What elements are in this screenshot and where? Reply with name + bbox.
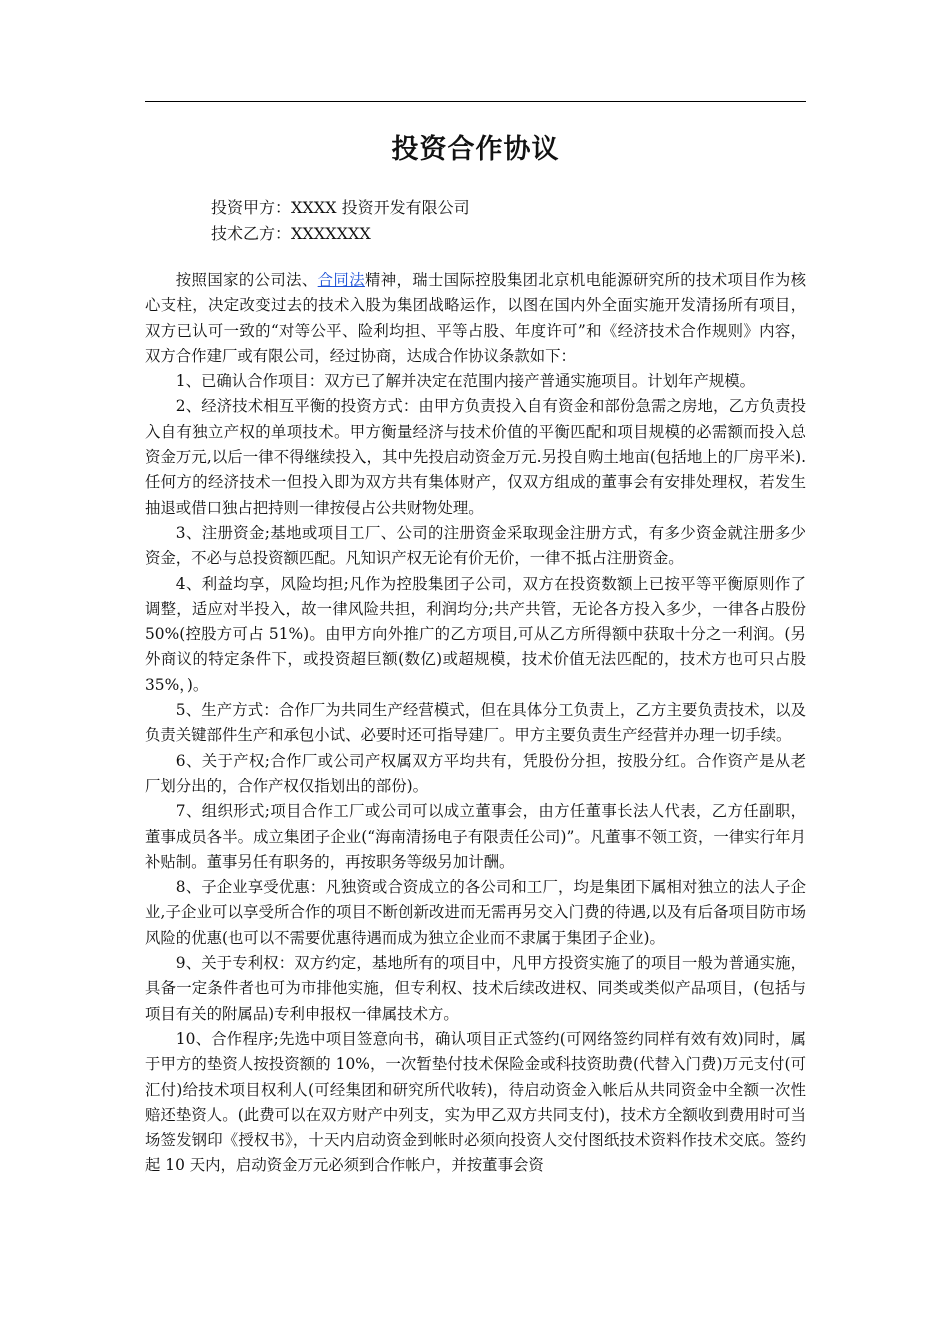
party-a-line: 投资甲方：XXXX 投资开发有限公司 <box>211 198 470 217</box>
intro-text-after-link: 精神，瑞士国际控股集团北京机电能源研究所的技术项目作为核心支柱，决定改变过去的技术入股为集团战略运作，以图在国内外全面实施开发清扬所有项目，双方已认可一致的“对等公平、险利均担、平等占股、年度许可”和《经济技术合作规则》内容，双方合作建厂或有限公司，经过协商，达成合作协议条款如下： <box>145 271 806 365</box>
clause-paragraph-5: 5、生产方式：合作厂为共同生产经营模式，但在具体分工负责上，乙方主要负责技术，以及负责关键部件生产和承包小试、必要时还可指导建厂。甲方主要负责生产经营并办理一切手续。 <box>145 701 806 745</box>
party-b-line: 技术乙方：XXXXXXX <box>211 224 371 243</box>
clause-paragraph-8: 8、子企业享受优惠：凡独资或合资成立的各公司和工厂，均是集团下属相对独立的法人子企业,子企业可以享受所合作的项目不断创新改进而无需再另交入门费的待遇,以及有后备项目防市场风险的优惠(也可以不需要优惠待遇而成为独立企业而不隶属于集团子企业)。 <box>145 878 806 947</box>
intro-paragraph <box>145 268 806 369</box>
intro-text-before-link: 按照国家的公司法、 <box>175 271 318 289</box>
clause-paragraph-2: 2、经济技术相互平衡的投资方式：由甲方负责投入自有资金和部份急需之房地，乙方负责投入自有独立产权的单项技术。甲方衡量经济与技术价值的平衡匹配和项目规模的必需额而投入总资金万元,以后一律不得继续投入，其中先投启动资金万元.另投自购土地亩(包括地上的厂房平米).任何方的经济技术一但投入即为双方共有集体财产，仅双方组成的董事会有安排处理权，若发生抽退或借口独占把持则一律按侵占公共财物处理。 <box>145 397 806 517</box>
header-rule <box>145 101 806 102</box>
clause-paragraph-3: 3、注册资金;基地或项目工厂、公司的注册资金采取现金注册方式，有多少资金就注册多少资金，不必与总投资额匹配。凡知识产权无论有价无价，一律不抵占注册资金。 <box>145 523 806 568</box>
clause-paragraph-1: 1、已确认合作项目：双方已了解并决定在范围内接产普通实施项目。计划年产规模。 <box>175 372 756 391</box>
clause-paragraph-10: 10、合作程序;先选中项目签意向书，确认项目正式签约(可网络签约同样有效有效)同时，属于甲方的垫资人按投资额的 10%，一次暂垫付技术保险金或科技资助费(代替入门费)万元支付(可汇付)给技术项目权利人(可经集团和研究所代收转)，待启动资金入帐后从共同资金中全额一次性赔还垫资人。(此费可以在双方财产中列支，实为甲乙双方共同支付)，技术方全额收到费用时可当场签发钢印《授权书》，十天内启动资金到帐时必须向投资人交付图纸技术资料作技术交底。签约起 10 天内，启动资金万元必须到合作帐户，并按董事会资 <box>145 1029 806 1175</box>
contract-law-link[interactable]: 合同法 <box>317 271 365 289</box>
agreement-body <box>145 268 806 1179</box>
clause-paragraph-4: 4、利益均享，风险均担;凡作为控股集团子公司，双方在投资数额上已按平等平衡原则作了调整，适应对半投入，故一律风险共担，利润均分;共产共管，无论各方投入多少，一律各占股份 50%(控股方可占 51%)。由甲方向外推广的乙方项目,可从乙方所得额中获取十分之一利润。(另外商议的特定条件下，或投资超巨额(数亿)或超规模，技术价值无法匹配的，技术方也可只占股 35%，)。 <box>145 574 806 694</box>
clause-paragraph-7: 7、组织形式;项目合作工厂或公司可以成立董事会，由方任董事长法人代表，乙方任副职，董事成员各半。成立集团子企业(“海南清扬电子有限责任公司)”。凡董事不领工资，一律实行年月补贴制。董事另任有职务的，再按职务等级另加计酬。 <box>145 802 806 871</box>
clause-paragraph-6: 6、关于产权;合作厂或公司产权属双方平均共有，凭股份分担，按股分红。合作资产是从老厂划分出的，合作产权仅指划出的部份)。 <box>145 751 806 795</box>
clause-paragraph-9: 9、关于专利权：双方约定，基地所有的项目中，凡甲方投资实施了的项目一般为普通实施，具备一定条件者也可为市排他实施，但专利权、技术后续改进权、同类或类似产品项目，(包括与项目有关的附属品)专利申报权一律属技术方。 <box>145 954 806 1023</box>
document-title: 投资合作协议 <box>391 134 560 165</box>
